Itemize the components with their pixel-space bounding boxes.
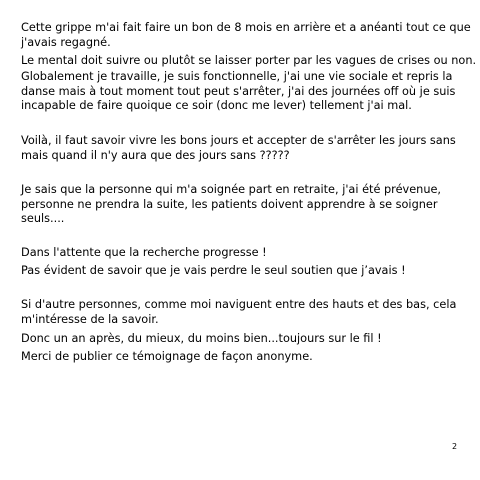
paragraph: [21, 264, 461, 279]
text-line: Je sais que la personne qui m'a soignée part en retraite, j'ai été prévenue,: [21, 183, 442, 196]
text-line: m'intéresse de la savoir.: [21, 312, 159, 326]
text-line: mais quand il n'y aura que des jours sans ?????: [21, 148, 290, 162]
paragraph: [21, 183, 461, 227]
text-line: Merci de publier ce témoignage de façon anonyme.: [21, 350, 313, 363]
text-line: Voilà, il faut savoir vivre les bons jours et accepter de s'arrêter les jours sans: [21, 134, 456, 147]
text-line: danse mais à tout moment tout peut s'arrêter, j'ai des journées off où je suis: [21, 84, 456, 98]
paragraph: [21, 70, 461, 114]
page-number: 2: [452, 442, 458, 451]
text-line: Cette grippe m'ai fait faire un bon de 8 mois en arrière et a anéanti tout ce que: [21, 21, 471, 34]
text-line: Pas évident de savoir que je vais perdre le seul soutien que j’avais !: [21, 264, 406, 277]
paragraph: [21, 54, 477, 69]
text-line: Globalement je travaille, je suis fonctionnelle, j'ai une vie sociale et repris la: [21, 70, 453, 83]
paragraph: [21, 21, 471, 50]
text-line: j'avais regagné.: [21, 35, 111, 49]
text-line: incapable de faire quoique ce soir (donc me lever) tellement j'ai mal.: [21, 99, 412, 113]
paragraph: [21, 332, 461, 347]
text-line: seuls....: [21, 212, 65, 226]
paragraph: [21, 134, 461, 163]
paragraph: [21, 350, 461, 365]
text-line: Le mental doit suivre ou plutôt se laisser porter par les vagues de crises ou non.: [21, 54, 477, 67]
text-line: personne ne prendra la suite, les patients doivent apprendre à se soigner: [21, 197, 438, 211]
text-line: Si d'autre personnes, comme moi naviguent entre des hauts et des bas, cela: [21, 298, 457, 311]
text-line: Donc un an après, du mieux, du moins bien...toujours sur le fil !: [21, 332, 382, 345]
text-line: Dans l'attente que la recherche progresse !: [21, 246, 267, 259]
paragraph: [21, 246, 461, 261]
paragraph: [21, 298, 461, 327]
